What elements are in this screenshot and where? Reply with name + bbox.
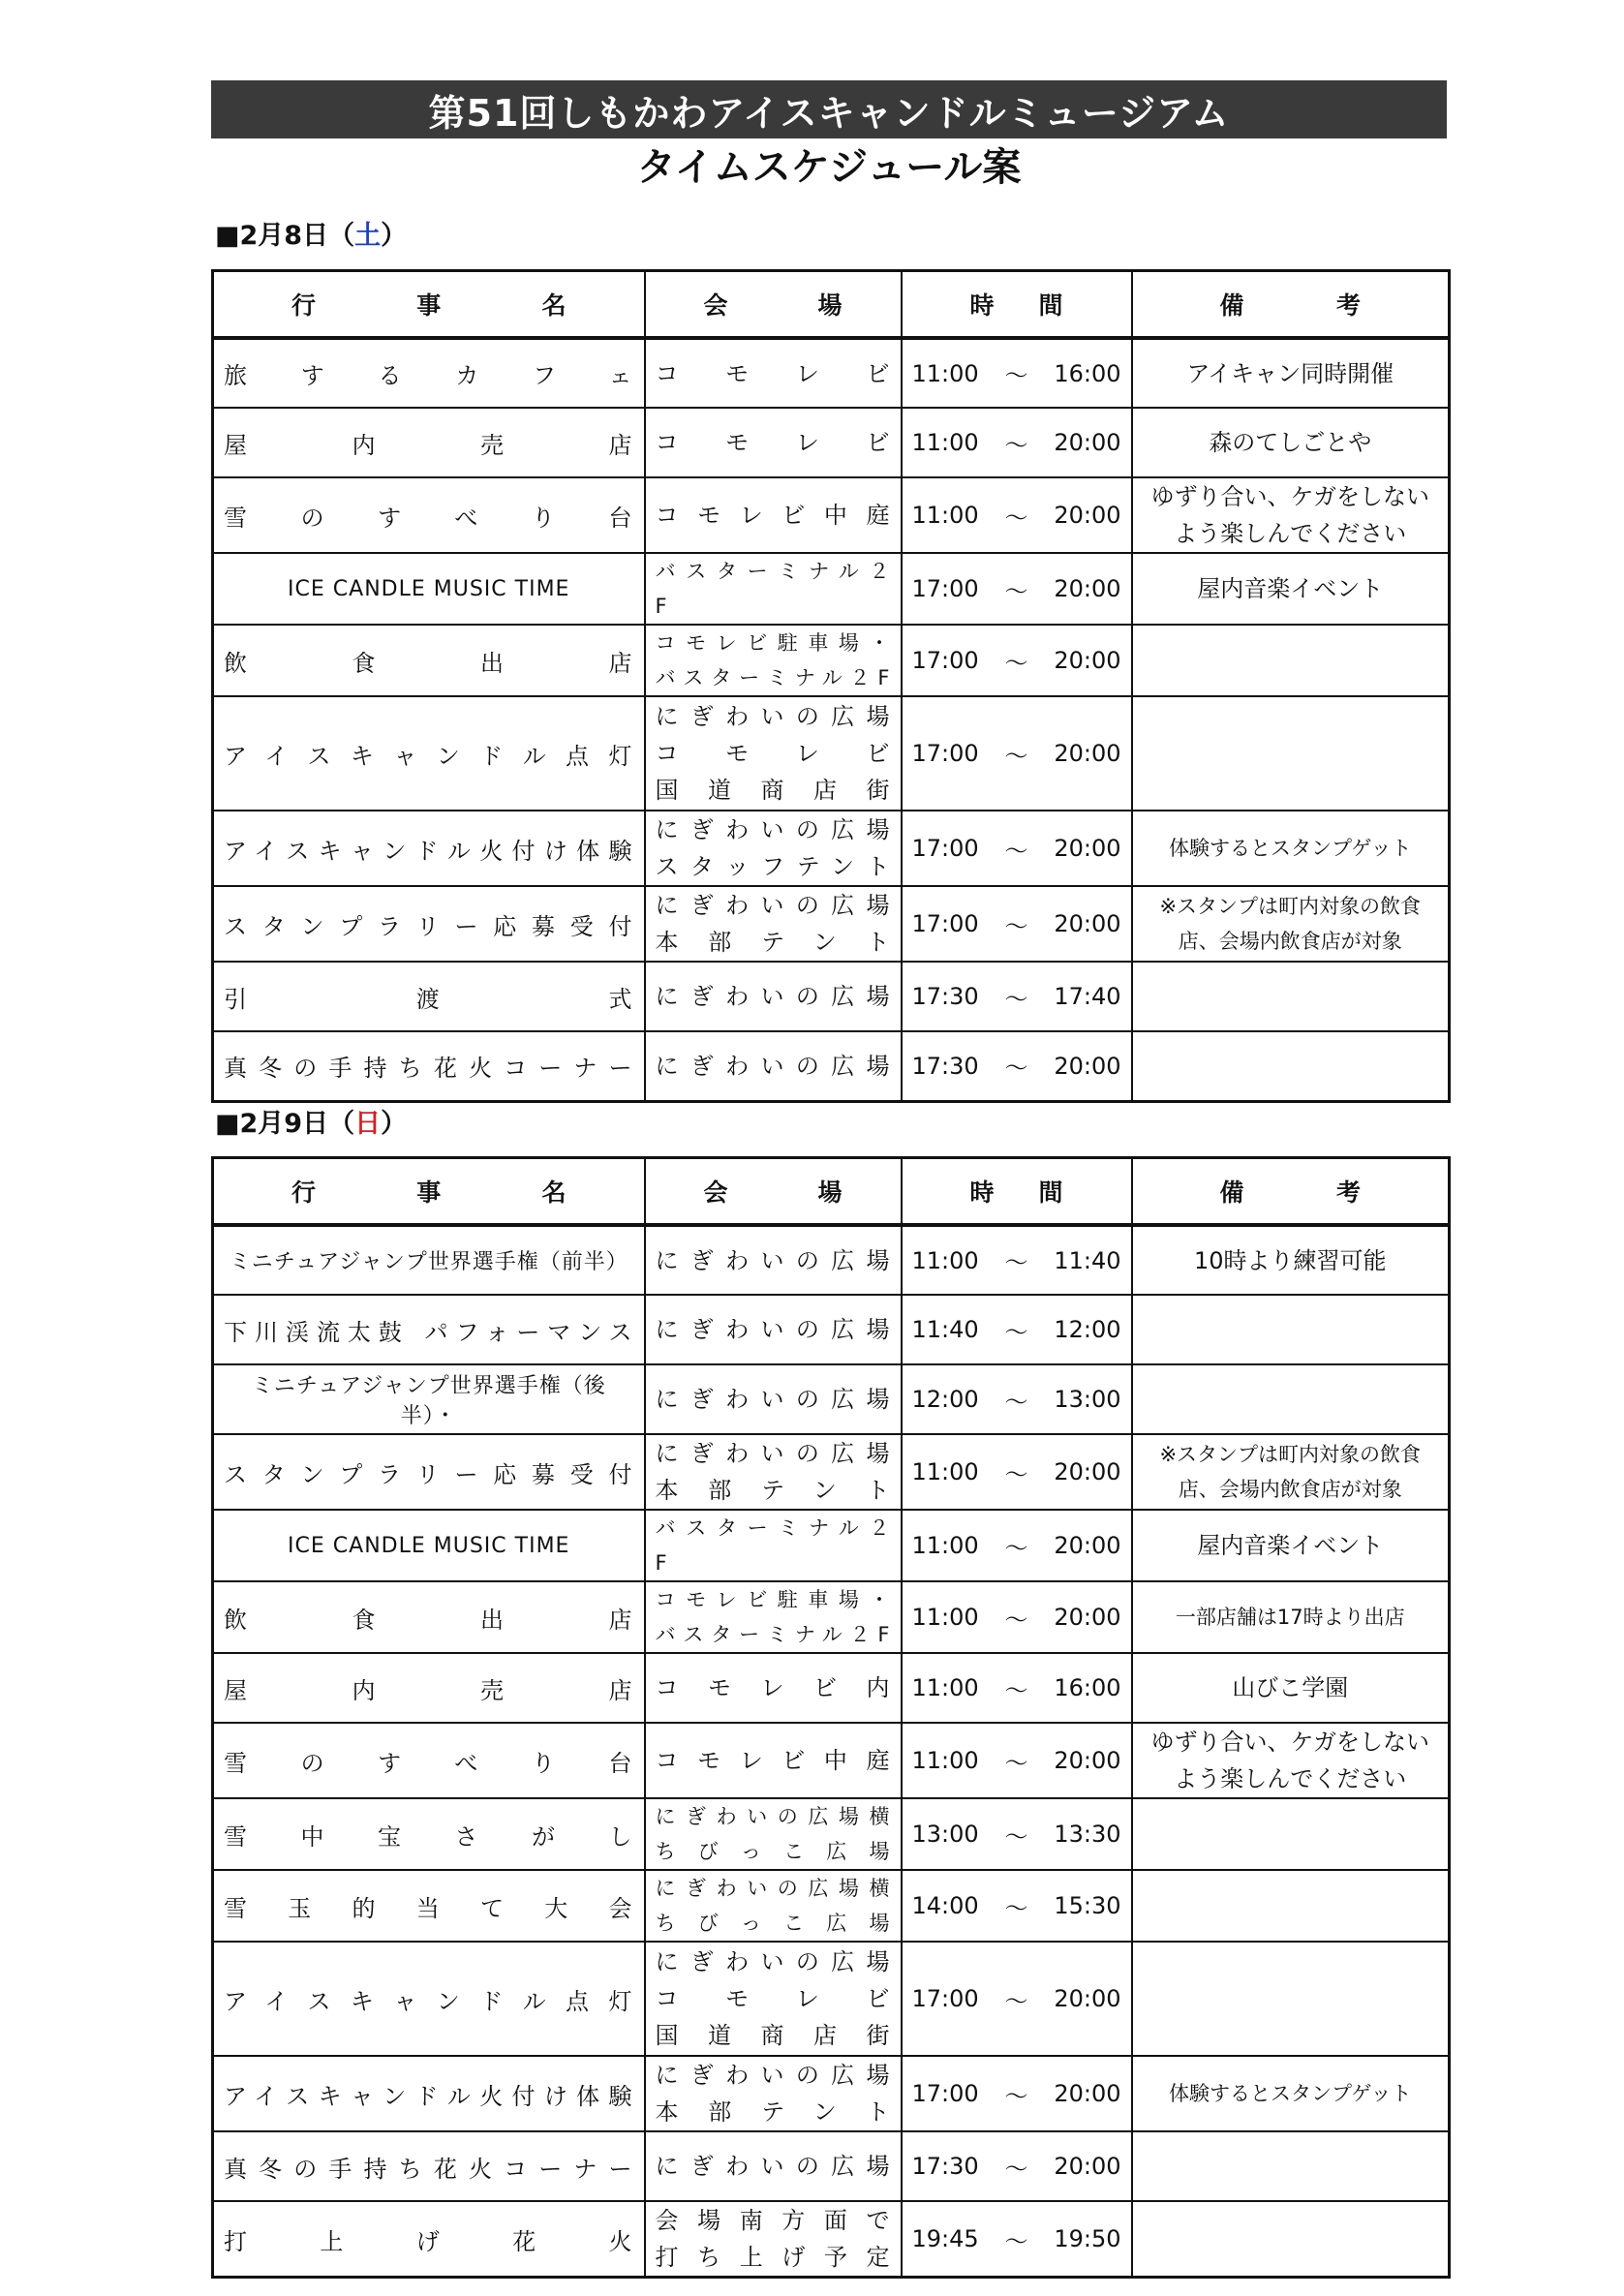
table-row <box>213 1798 1450 1870</box>
time-start: 11:00 <box>911 1604 979 1631</box>
note-cell <box>1132 1581 1450 1653</box>
time-end: 20:00 <box>1054 2153 1121 2180</box>
time-start: 11:00 <box>911 1674 979 1701</box>
time-cell <box>902 1653 1132 1723</box>
note-cell <box>1132 1434 1450 1510</box>
col-header-note: 備 考 <box>1132 271 1450 339</box>
venue-line: コモレビ駐車場・ <box>655 631 891 655</box>
event-name-cell: 雪中宝さがし <box>213 1798 645 1870</box>
venue-cell <box>645 477 902 553</box>
venue-line: にぎわいの広場 <box>655 983 891 1010</box>
table-row <box>213 962 1450 1031</box>
event-name-cell: ミニチュアジャンプ世界選手権（前半） <box>213 1225 645 1295</box>
time-end: 16:00 <box>1054 359 1121 387</box>
venue-cell <box>645 2056 902 2131</box>
note-line: よう楽しんでください <box>1174 520 1407 547</box>
event-name-cell: アイスキャンドル火付け体験 <box>213 811 645 886</box>
venue-line: F <box>655 595 668 618</box>
time-start: 14:00 <box>911 1892 979 1919</box>
table-row <box>213 1225 1450 1295</box>
time-sep: 〜 <box>1004 1388 1028 1416</box>
note-line: 体験するとスタンプゲット <box>1168 2082 1412 2105</box>
venue-line: F <box>655 1551 668 1575</box>
event-name-cell: 屋内売店 <box>213 1653 645 1723</box>
time-cell <box>902 1723 1132 1798</box>
time-sep: 〜 <box>1004 912 1028 940</box>
venue-line: 本部テント <box>655 929 891 956</box>
note-line: よう楽しんでください <box>1174 1765 1407 1792</box>
time-end: 20:00 <box>1054 1747 1121 1774</box>
time-end: 20:00 <box>1054 740 1121 767</box>
time-sep: 〜 <box>1004 1055 1028 1083</box>
time-end: 11:40 <box>1054 1246 1121 1274</box>
venue-cell <box>645 2131 902 2201</box>
venue-line: コモレビ <box>655 359 891 387</box>
col-header-event: 行 事 名 <box>213 271 645 339</box>
note-line: 10時より練習可能 <box>1193 1246 1387 1274</box>
time-cell <box>902 962 1132 1031</box>
venue-line: にぎわいの広場 <box>655 703 891 730</box>
note-line: 森のてしごとや <box>1209 429 1372 456</box>
time-end: 20:00 <box>1054 647 1121 674</box>
note-line: 体験するとスタンプゲット <box>1168 837 1412 860</box>
venue-line: にぎわいの広場 <box>655 1246 891 1274</box>
note-cell <box>1132 408 1450 477</box>
event-name-cell: スタンプラリー応募受付 <box>213 1434 645 1510</box>
note-cell <box>1132 1798 1450 1870</box>
venue-line: 会場南方面で <box>655 2207 891 2234</box>
time-end: 20:00 <box>1054 1985 1121 2012</box>
venue-cell <box>645 811 902 886</box>
time-cell <box>902 2201 1132 2278</box>
time-start: 11:00 <box>911 1532 979 1559</box>
time-sep: 〜 <box>1004 742 1028 770</box>
venue-line: コモレビ駐車場・ <box>655 1588 891 1611</box>
event-name-cell: 雪玉的当て大会 <box>213 1870 645 1942</box>
time-sep: 〜 <box>1004 837 1028 865</box>
time-cell <box>902 886 1132 962</box>
time-cell <box>902 2131 1132 2201</box>
table-row <box>213 1581 1450 1653</box>
table-row <box>213 886 1450 962</box>
note-line: 屋内音楽イベント <box>1197 575 1384 602</box>
table-row <box>213 1870 1450 1942</box>
time-start: 13:00 <box>911 1821 979 1848</box>
event-name-cell: 雪のすべり台 <box>213 477 645 553</box>
venue-cell <box>645 1225 902 1295</box>
venue-cell <box>645 1870 902 1942</box>
col-header-time: 時 間 <box>902 271 1132 339</box>
time-end: 20:00 <box>1054 575 1121 602</box>
venue-cell <box>645 1723 902 1798</box>
venue-line: 国道商店街 <box>655 777 891 804</box>
event-name-cell: スタンプラリー応募受付 <box>213 886 645 962</box>
table-row <box>213 1434 1450 1510</box>
time-start: 17:00 <box>911 647 979 674</box>
venue-cell <box>645 553 902 625</box>
event-name-cell: アイスキャンドル点灯 <box>213 1942 645 2056</box>
venue-cell <box>645 1510 902 1581</box>
time-start: 11:00 <box>911 429 979 456</box>
table-row <box>213 2201 1450 2278</box>
note-cell <box>1132 553 1450 625</box>
note-cell <box>1132 2201 1450 2278</box>
note-line: 山びこ学園 <box>1232 1674 1349 1701</box>
venue-cell <box>645 1295 902 1364</box>
venue-line: コモレビ内 <box>655 1674 891 1701</box>
note-cell <box>1132 1653 1450 1723</box>
venue-line: スタッフテント <box>655 853 891 880</box>
venue-line: 本部テント <box>655 1477 891 1504</box>
time-end: 20:00 <box>1054 1532 1121 1559</box>
time-sep: 〜 <box>1004 1894 1028 1922</box>
event-name-cell: 引渡式 <box>213 962 645 1031</box>
time-start: 11:00 <box>911 502 979 529</box>
time-start: 17:00 <box>911 2080 979 2107</box>
day1-heading-suffix: ） <box>381 221 408 251</box>
time-start: 17:00 <box>911 1985 979 2012</box>
event-name-cell: 屋内売店 <box>213 408 645 477</box>
venue-cell <box>645 696 902 811</box>
note-line: ゆずり合い、ケガをしない <box>1150 1729 1430 1756</box>
note-cell <box>1132 1364 1450 1434</box>
time-cell <box>902 338 1132 408</box>
note-line: 店、会場内飲食店が対象 <box>1178 1478 1402 1501</box>
time-start: 17:00 <box>911 740 979 767</box>
venue-cell <box>645 1434 902 1510</box>
time-cell <box>902 1510 1132 1581</box>
time-cell <box>902 1870 1132 1942</box>
col-header-venue: 会 場 <box>645 271 902 339</box>
note-cell <box>1132 1723 1450 1798</box>
event-name-cell: 飲食出店 <box>213 1581 645 1653</box>
day1-heading-prefix: ■2月8日（ <box>215 221 355 251</box>
time-sep: 〜 <box>1004 1676 1028 1704</box>
event-name-cell: アイスキャンドル点灯 <box>213 696 645 811</box>
note-cell <box>1132 962 1450 1031</box>
time-end: 16:00 <box>1054 1674 1121 1701</box>
time-end: 20:00 <box>1054 910 1121 937</box>
event-title-banner: 第51回しもかわアイスキャンドルミュージアム <box>211 80 1447 138</box>
venue-line: コモレビ中庭 <box>655 1747 891 1774</box>
time-cell <box>902 408 1132 477</box>
venue-line: にぎわいの広場 <box>655 892 891 919</box>
event-name-cell: ICE CANDLE MUSIC TIME <box>213 1510 645 1581</box>
time-cell <box>902 1031 1132 1101</box>
schedule-subtitle: タイムスケジュール案 <box>636 145 1022 190</box>
time-end: 19:50 <box>1054 2225 1121 2252</box>
time-end: 13:30 <box>1054 1821 1121 1848</box>
time-start: 17:00 <box>911 575 979 602</box>
venue-cell <box>645 625 902 696</box>
time-end: 20:00 <box>1054 1458 1121 1485</box>
col-header-time: 時 間 <box>902 1158 1132 1226</box>
time-end: 20:00 <box>1054 1604 1121 1631</box>
table-row <box>213 1510 1450 1581</box>
venue-cell <box>645 886 902 962</box>
venue-cell <box>645 2201 902 2278</box>
venue-line: ちびっこ広場 <box>655 1840 891 1863</box>
time-cell <box>902 1295 1132 1364</box>
day1-schedule-table <box>211 269 1451 1103</box>
table-row <box>213 811 1450 886</box>
time-start: 19:45 <box>911 2225 979 2252</box>
venue-line: コモレビ <box>655 1985 891 2012</box>
day2-schedule-table <box>211 1156 1451 2279</box>
time-sep: 〜 <box>1004 1249 1028 1276</box>
time-cell <box>902 1434 1132 1510</box>
venue-cell <box>645 1364 902 1434</box>
note-cell <box>1132 811 1450 886</box>
note-cell <box>1132 1870 1450 1942</box>
time-sep: 〜 <box>1004 1987 1028 2015</box>
venue-line: にぎわいの広場 <box>655 1440 891 1467</box>
time-start: 11:00 <box>911 1246 979 1274</box>
venue-line: にぎわいの広場 <box>655 2062 891 2089</box>
note-line: アイキャン同時開催 <box>1186 359 1394 387</box>
event-name-cell: アイスキャンドル火付け体験 <box>213 2056 645 2131</box>
note-line: ※スタンプは町内対象の飲食 <box>1159 895 1422 918</box>
table-row <box>213 696 1450 811</box>
time-start: 11:00 <box>911 1747 979 1774</box>
time-sep: 〜 <box>1004 1749 1028 1777</box>
time-sep: 〜 <box>1004 1460 1028 1488</box>
event-name-cell: 雪のすべり台 <box>213 1723 645 1798</box>
venue-line: にぎわいの広場 <box>655 1948 891 1975</box>
time-sep: 〜 <box>1004 577 1028 605</box>
note-cell <box>1132 1942 1450 2056</box>
venue-line: バスターミナル２F <box>655 1623 891 1646</box>
col-header-note: 備 考 <box>1132 1158 1450 1226</box>
venue-line: にぎわいの広場 <box>655 1052 891 1080</box>
time-sep: 〜 <box>1004 1318 1028 1346</box>
note-cell <box>1132 477 1450 553</box>
venue-line: にぎわいの広場 <box>655 816 891 843</box>
venue-line: コモレビ <box>655 429 891 456</box>
time-sep: 〜 <box>1004 1534 1028 1562</box>
note-cell <box>1132 338 1450 408</box>
time-cell <box>902 811 1132 886</box>
time-cell <box>902 1225 1132 1295</box>
time-end: 13:00 <box>1054 1386 1121 1413</box>
event-name-cell: ICE CANDLE MUSIC TIME <box>213 553 645 625</box>
venue-line: コモレビ <box>655 740 891 767</box>
table-row <box>213 477 1450 553</box>
time-cell <box>902 1581 1132 1653</box>
note-line: 一部店舗は17時より出店 <box>1175 1606 1405 1629</box>
venue-line: 本部テント <box>655 2098 891 2126</box>
day1-heading <box>215 217 407 256</box>
time-start: 17:30 <box>911 983 979 1010</box>
venue-line: ちびっこ広場 <box>655 1912 891 1935</box>
venue-line: にぎわいの広場横 <box>655 1805 891 1828</box>
venue-cell <box>645 1798 902 1870</box>
day2-weekday: 日 <box>354 1109 382 1139</box>
time-start: 17:00 <box>911 835 979 862</box>
table-row <box>213 1723 1450 1798</box>
note-cell <box>1132 1295 1450 1364</box>
time-end: 15:30 <box>1054 1892 1121 1919</box>
time-cell <box>902 1798 1132 1870</box>
time-end: 20:00 <box>1054 1052 1121 1080</box>
note-cell <box>1132 1225 1450 1295</box>
time-cell <box>902 625 1132 696</box>
time-sep: 〜 <box>1004 985 1028 1013</box>
event-name-cell: 真冬の手持ち花火コーナー <box>213 1031 645 1101</box>
event-name-cell: 真冬の手持ち花火コーナー <box>213 2131 645 2201</box>
table-row <box>213 1942 1450 2056</box>
venue-line: にぎわいの広場 <box>655 2153 891 2180</box>
note-cell <box>1132 1510 1450 1581</box>
time-end: 20:00 <box>1054 835 1121 862</box>
time-sep: 〜 <box>1004 2155 1028 2183</box>
table-row <box>213 1364 1450 1434</box>
table-row <box>213 1295 1450 1364</box>
event-name-cell: 旅するカフェ <box>213 338 645 408</box>
time-end: 17:40 <box>1054 983 1121 1010</box>
time-sep: 〜 <box>1004 1606 1028 1634</box>
event-name-cell: 下川渓流太鼓 パフォーマンス <box>213 1295 645 1364</box>
event-name-cell: 打上げ花火 <box>213 2201 645 2278</box>
note-cell <box>1132 2131 1450 2201</box>
note-cell <box>1132 1031 1450 1101</box>
time-start: 17:00 <box>911 910 979 937</box>
time-start: 11:00 <box>911 359 979 387</box>
day2-heading-suffix: ） <box>381 1109 408 1139</box>
time-sep: 〜 <box>1004 649 1028 677</box>
time-sep: 〜 <box>1004 504 1028 532</box>
venue-cell <box>645 338 902 408</box>
time-cell <box>902 553 1132 625</box>
time-sep: 〜 <box>1004 362 1028 389</box>
table-row <box>213 2131 1450 2201</box>
time-end: 12:00 <box>1054 1316 1121 1343</box>
note-line: 店、会場内飲食店が対象 <box>1178 930 1402 953</box>
table-header-row <box>213 1158 1450 1226</box>
table-row <box>213 553 1450 625</box>
venue-line: バスターミナル２ <box>655 560 891 583</box>
time-cell <box>902 1942 1132 2056</box>
venue-cell <box>645 1653 902 1723</box>
time-start: 12:00 <box>911 1386 979 1413</box>
venue-line: にぎわいの広場 <box>655 1386 891 1413</box>
venue-cell <box>645 962 902 1031</box>
time-cell <box>902 2056 1132 2131</box>
venue-cell <box>645 1942 902 2056</box>
col-header-event: 行 事 名 <box>213 1158 645 1226</box>
time-start: 17:30 <box>911 2153 979 2180</box>
time-end: 20:00 <box>1054 429 1121 456</box>
venue-line: 国道商店街 <box>655 2022 891 2049</box>
table-row <box>213 2056 1450 2131</box>
note-line: ゆずり合い、ケガをしない <box>1150 483 1430 510</box>
venue-line: 打ち上げ予定 <box>655 2244 891 2271</box>
venue-line: バスターミナル２F <box>655 666 891 689</box>
note-cell <box>1132 886 1450 962</box>
time-start: 11:40 <box>911 1316 979 1343</box>
note-cell <box>1132 696 1450 811</box>
time-sep: 〜 <box>1004 2082 1028 2110</box>
note-cell <box>1132 625 1450 696</box>
time-sep: 〜 <box>1004 1822 1028 1851</box>
table-row <box>213 338 1450 408</box>
venue-line: にぎわいの広場横 <box>655 1877 891 1900</box>
time-start: 11:00 <box>911 1458 979 1485</box>
time-end: 20:00 <box>1054 502 1121 529</box>
table-row <box>213 1031 1450 1101</box>
table-header-row <box>213 271 1450 339</box>
table-row <box>213 625 1450 696</box>
event-name-cell: ミニチュアジャンプ世界選手権（後半）・ <box>213 1364 645 1434</box>
time-cell <box>902 1364 1132 1434</box>
col-header-venue: 会 場 <box>645 1158 902 1226</box>
venue-cell <box>645 1581 902 1653</box>
time-end: 20:00 <box>1054 2080 1121 2107</box>
note-line: ※スタンプは町内対象の飲食 <box>1159 1443 1422 1466</box>
time-sep: 〜 <box>1004 2227 1028 2255</box>
table-row <box>213 408 1450 477</box>
note-line: 屋内音楽イベント <box>1197 1532 1384 1559</box>
day2-heading <box>215 1105 407 1144</box>
time-cell <box>902 696 1132 811</box>
venue-line: にぎわいの広場 <box>655 1316 891 1343</box>
day2-heading-prefix: ■2月9日（ <box>215 1109 355 1139</box>
day1-weekday: 土 <box>354 221 382 251</box>
note-cell <box>1132 2056 1450 2131</box>
venue-line: コモレビ中庭 <box>655 502 891 529</box>
venue-line: バスターミナル２ <box>655 1516 891 1540</box>
venue-cell <box>645 1031 902 1101</box>
time-cell <box>902 477 1132 553</box>
time-sep: 〜 <box>1004 431 1028 459</box>
event-name-cell: 飲食出店 <box>213 625 645 696</box>
time-start: 17:30 <box>911 1052 979 1080</box>
venue-cell <box>645 408 902 477</box>
table-row <box>213 1653 1450 1723</box>
